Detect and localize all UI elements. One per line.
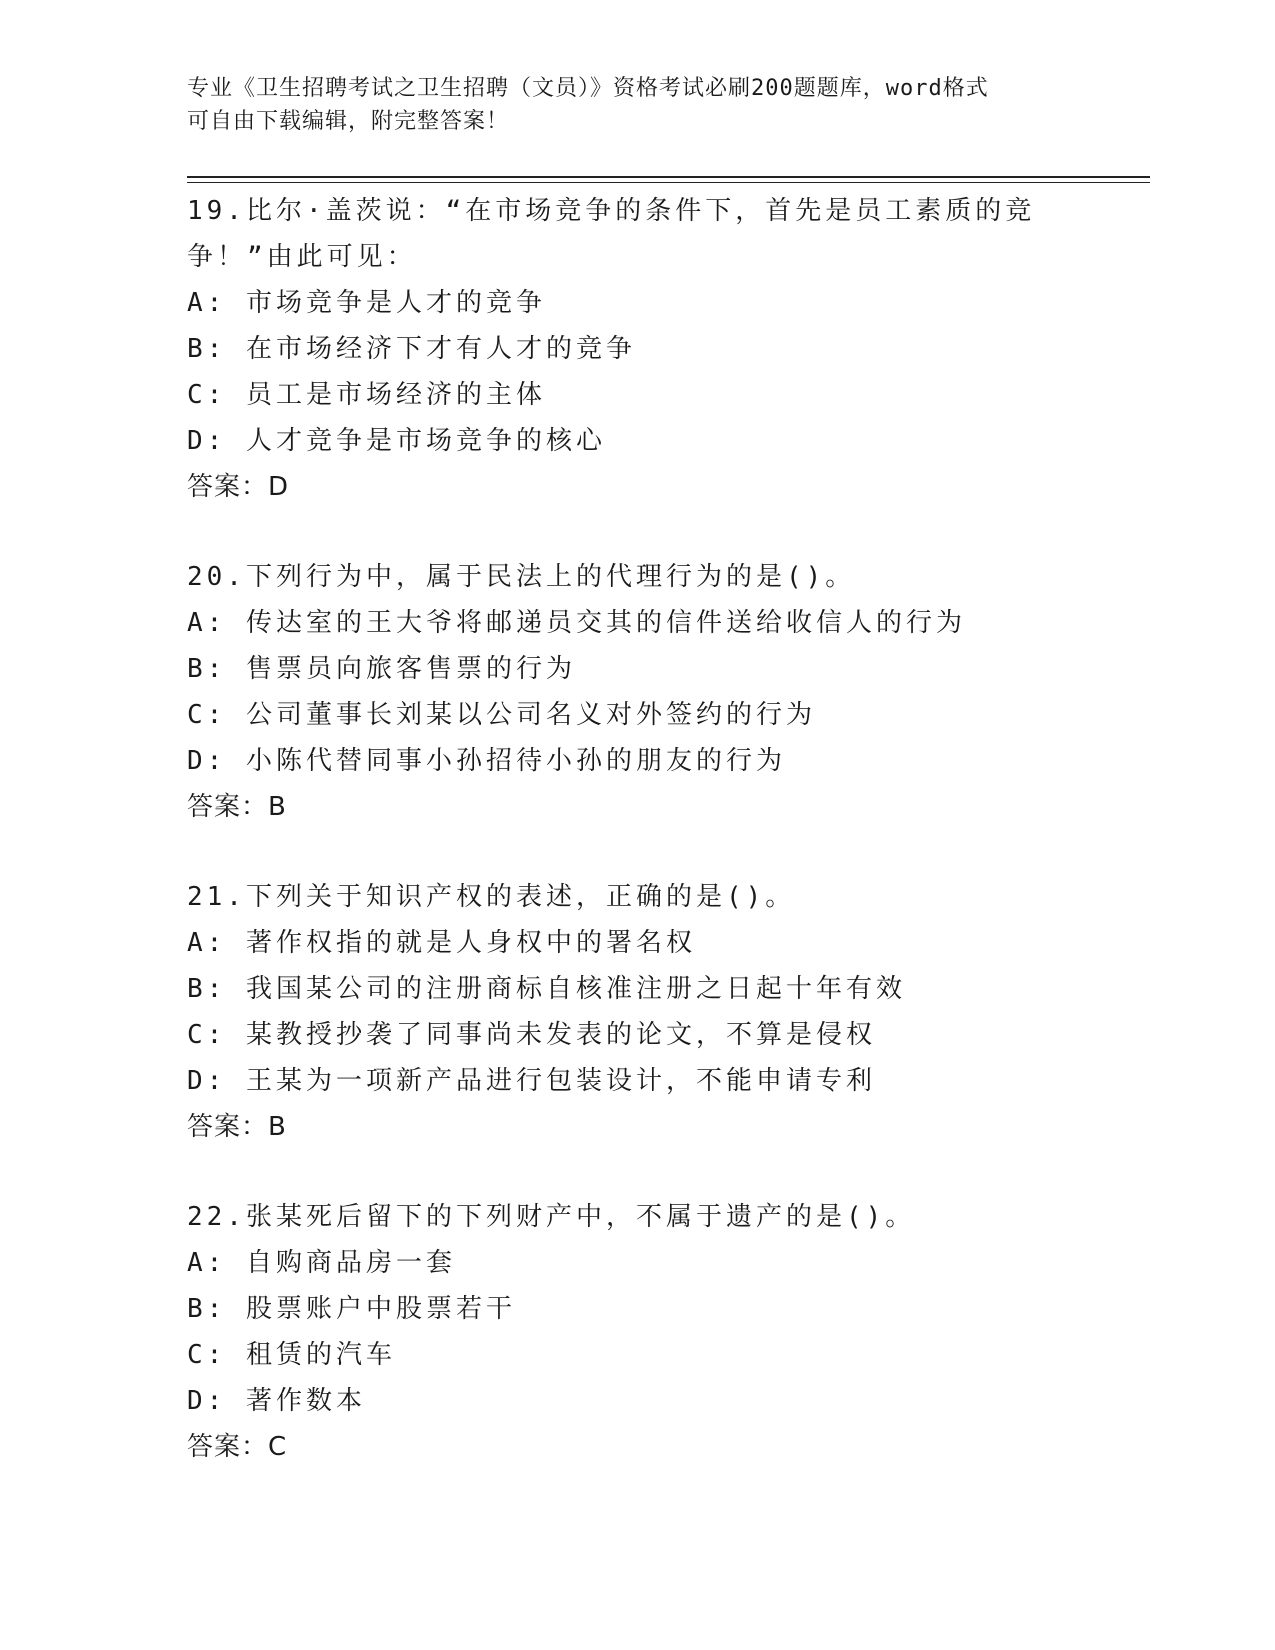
option-d: D: 小陈代替同事小孙招待小孙的朋友的行为: [187, 746, 786, 776]
option-c: C: 公司董事长刘某以公司名义对外签约的行为: [187, 700, 816, 730]
answer: 答案：C: [187, 1432, 288, 1462]
question-text: 20.下列行为中，属于民法上的代理行为的是()。: [187, 562, 856, 592]
question-22: [187, 1194, 1087, 1470]
option-c: C: 员工是市场经济的主体: [187, 380, 546, 410]
option-a: A: 传达室的王大爷将邮递员交其的信件送给收信人的行为: [187, 608, 966, 638]
option-d: D: 人才竞争是市场竞争的核心: [187, 426, 606, 456]
option-a: A: 自购商品房一套: [187, 1248, 456, 1278]
question-text: 19.比尔·盖茨说：“在市场竞争的条件下，首先是员工素质的竞争！”由此可见：: [187, 196, 1036, 272]
option-c: C: 某教授抄袭了同事尚未发表的论文，不算是侵权: [187, 1020, 876, 1050]
header-line-2: 可自由下载编辑，附完整答案！: [187, 109, 510, 134]
question-text: 21.下列关于知识产权的表述，正确的是()。: [187, 882, 796, 912]
option-d: D: 著作数本: [187, 1386, 366, 1416]
answer: 答案：D: [187, 472, 290, 502]
question-20: [187, 554, 1087, 830]
header-line-1: 专业《卫生招聘考试之卫生招聘（文员）》资格考试必刷200题题库，word格式: [187, 76, 989, 101]
answer: 答案：B: [187, 1112, 287, 1142]
option-b: B: 在市场经济下才有人才的竞争: [187, 334, 636, 364]
question-19: [187, 188, 1087, 510]
answer: 答案：B: [187, 792, 287, 822]
option-a: A: 著作权指的就是人身权中的署名权: [187, 928, 696, 958]
header-divider-thin: [187, 182, 1150, 183]
question-text: 22.张某死后留下的下列财产中，不属于遗产的是()。: [187, 1202, 916, 1232]
option-b: B: 售票员向旅客售票的行为: [187, 654, 576, 684]
document-header: [187, 72, 1087, 138]
option-b: B: 我国某公司的注册商标自核准注册之日起十年有效: [187, 974, 906, 1004]
question-21: [187, 874, 1087, 1150]
question-list: [187, 188, 1087, 1514]
header-divider-thick: [187, 176, 1150, 178]
option-c: C: 租赁的汽车: [187, 1340, 396, 1370]
option-b: B: 股票账户中股票若干: [187, 1294, 516, 1324]
option-d: D: 王某为一项新产品进行包装设计，不能申请专利: [187, 1066, 876, 1096]
option-a: A: 市场竞争是人才的竞争: [187, 288, 546, 318]
